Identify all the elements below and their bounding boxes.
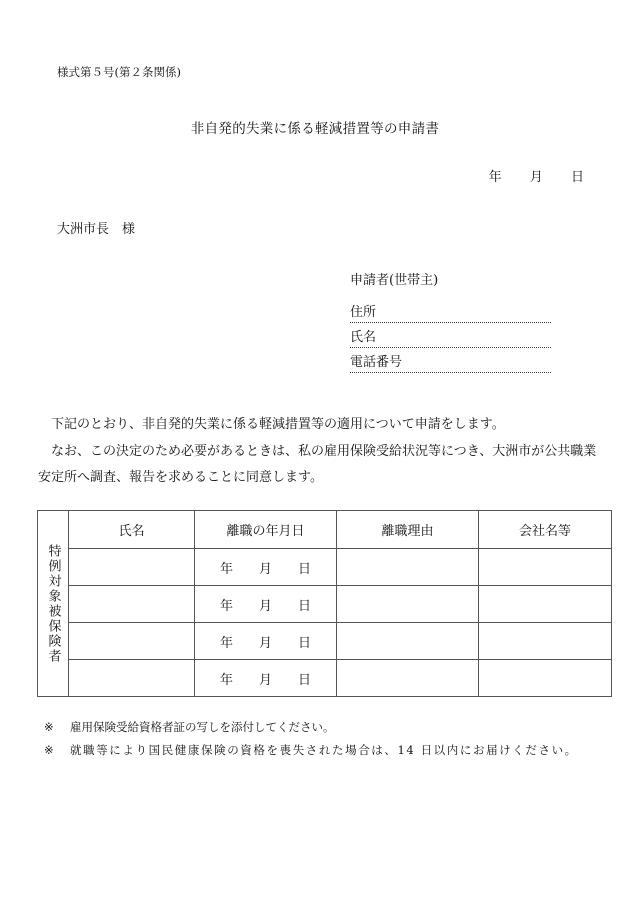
header-company: 会社名等 xyxy=(479,511,612,549)
unit-year: 年 xyxy=(219,598,233,614)
table-header-row xyxy=(38,511,612,549)
side-label: 特例対象被保険者 xyxy=(45,543,61,664)
name-cell[interactable] xyxy=(69,549,195,586)
applicant-label: 申請者(世帯主) xyxy=(350,273,439,288)
unit-day: 日 xyxy=(298,598,312,614)
name-field[interactable] xyxy=(350,328,551,348)
separation-date-cell[interactable] xyxy=(195,623,337,660)
note-mark: ※ xyxy=(44,720,54,734)
company-cell[interactable] xyxy=(479,660,612,697)
table-row xyxy=(38,660,612,697)
reason-cell[interactable] xyxy=(337,549,479,586)
insured-persons-table xyxy=(37,510,612,697)
header-separation-reason: 離職理由 xyxy=(337,511,479,549)
address-label: 住所 xyxy=(350,305,377,320)
phone-label: 電話番号 xyxy=(350,355,403,370)
unit-month: 月 xyxy=(258,598,272,614)
unit-day: 日 xyxy=(298,561,312,577)
date-line xyxy=(489,166,584,185)
note-2 xyxy=(44,742,578,758)
company-cell[interactable] xyxy=(479,549,612,586)
reason-cell[interactable] xyxy=(337,586,479,623)
form-title: 非自発的失業に係る軽減措置等の申請書 xyxy=(190,121,440,137)
name-cell[interactable] xyxy=(69,623,195,660)
note-mark: ※ xyxy=(44,743,54,757)
date-day: 日 xyxy=(570,170,584,185)
addressee: 大洲市長 様 xyxy=(57,222,136,237)
unit-day: 日 xyxy=(298,635,312,651)
separation-date-cell[interactable] xyxy=(195,660,337,697)
body-text xyxy=(38,412,598,492)
date-month: 月 xyxy=(529,170,543,185)
body-paragraph-2: なお、この決定のため必要があるときは、私の雇用保険受給状況等につき、大洲市が公共職業安定所へ調査、報告を求めることに同意します。 xyxy=(38,443,597,485)
reason-cell[interactable] xyxy=(337,660,479,697)
note-1 xyxy=(44,719,335,735)
unit-year: 年 xyxy=(219,635,233,651)
unit-year: 年 xyxy=(219,561,233,577)
name-cell[interactable] xyxy=(69,660,195,697)
note-text: 雇用保険受給資格者証の写しを添付してください。 xyxy=(70,720,335,734)
side-label-cell xyxy=(38,511,69,697)
header-name: 氏名 xyxy=(69,511,195,549)
unit-day: 日 xyxy=(298,672,312,688)
table-row xyxy=(38,549,612,586)
separation-date-cell[interactable] xyxy=(195,549,337,586)
name-cell[interactable] xyxy=(69,586,195,623)
unit-month: 月 xyxy=(258,672,272,688)
note-text: 就職等により国民健康保険の資格を喪失された場合は、14 日以内にお届けください。 xyxy=(70,743,578,757)
phone-field[interactable] xyxy=(350,353,551,373)
table-row xyxy=(38,623,612,660)
unit-month: 月 xyxy=(258,561,272,577)
date-year: 年 xyxy=(488,170,502,185)
company-cell[interactable] xyxy=(479,586,612,623)
body-paragraph-1: 下記のとおり、非自発的失業に係る軽減措置等の適用について申請をします。 xyxy=(51,417,505,432)
reason-cell[interactable] xyxy=(337,623,479,660)
name-label: 氏名 xyxy=(350,330,377,345)
table-row xyxy=(38,586,612,623)
company-cell[interactable] xyxy=(479,623,612,660)
unit-month: 月 xyxy=(258,635,272,651)
unit-year: 年 xyxy=(219,672,233,688)
form-number: 様式第５号(第２条関係) xyxy=(57,65,181,79)
header-separation-date: 離職の年月日 xyxy=(195,511,337,549)
separation-date-cell[interactable] xyxy=(195,586,337,623)
address-field[interactable] xyxy=(350,303,551,323)
